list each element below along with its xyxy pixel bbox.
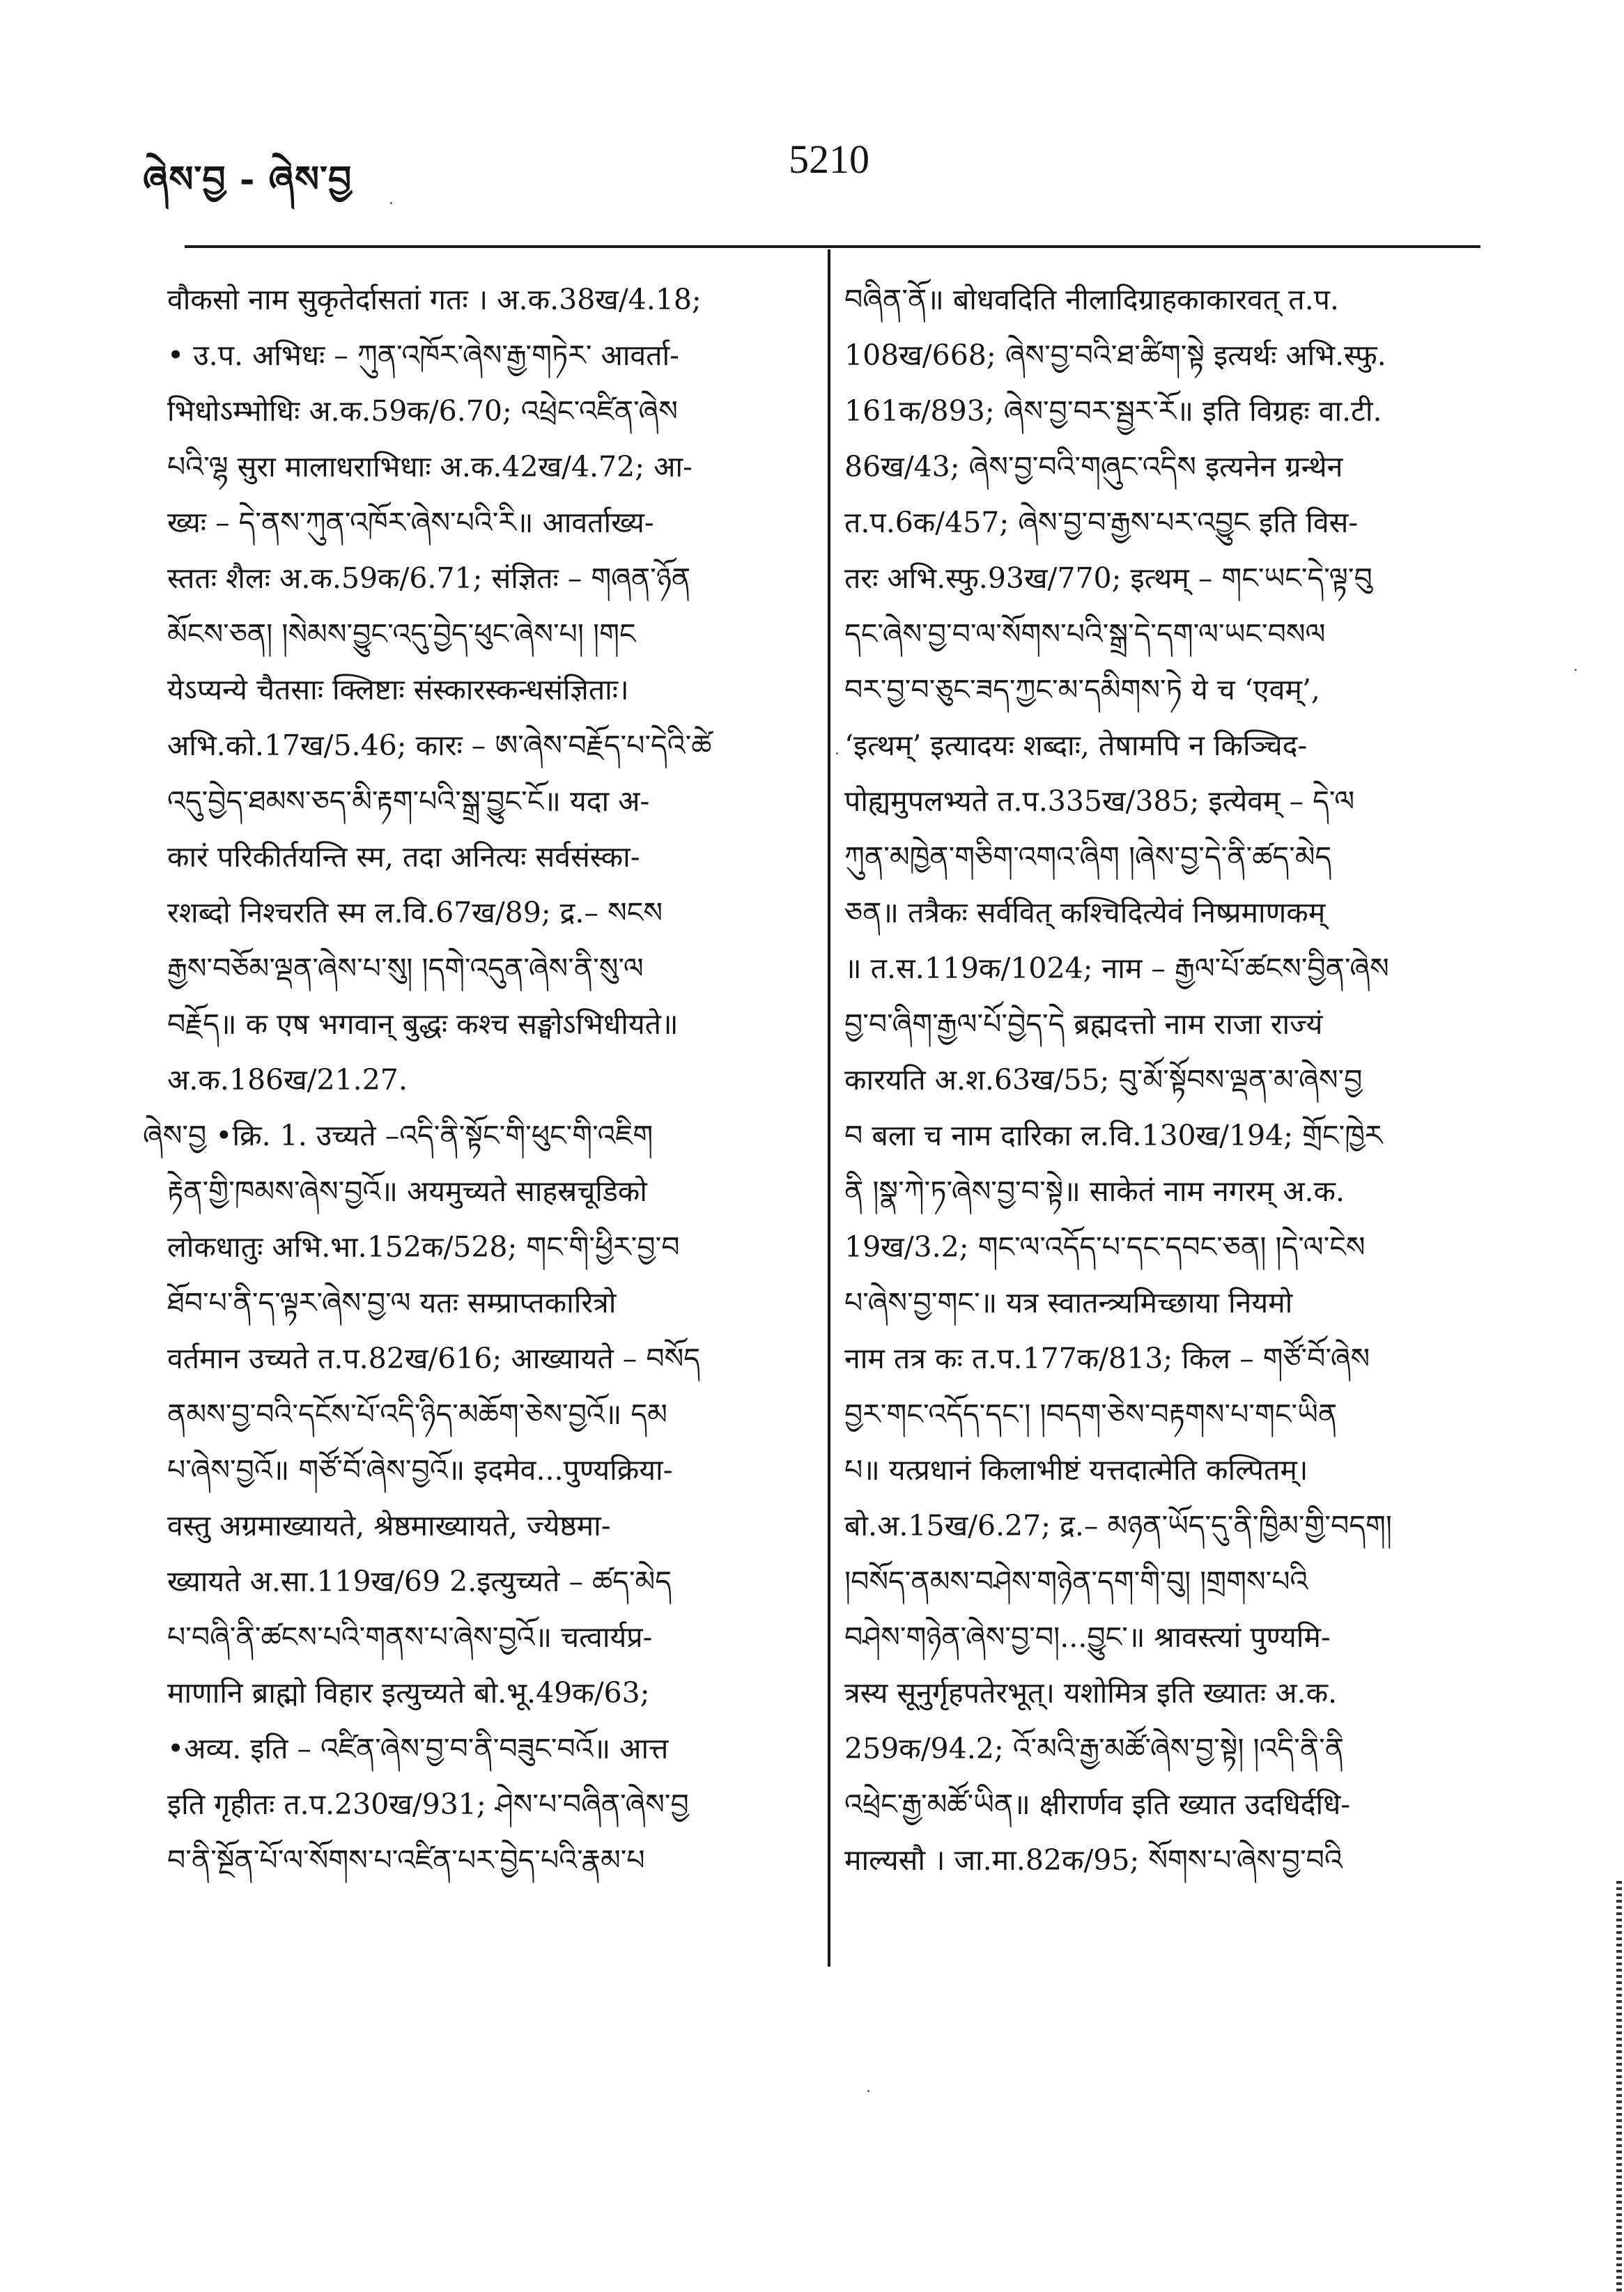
- text-line: त्रस्य सूनुर्गृहपतेरभूत्। यशोमित्र इति ख्यातः अ.क.: [844, 1676, 1338, 1710]
- scan-speck: [867, 2090, 869, 2092]
- text-line: वर्तमान उच्यते त.प.82ख/616; आख्यायते – བསོད: [167, 1342, 701, 1375]
- text-line: येऽप्यन्ये चैतसाः क्लिष्टाः संस्कारस्कन्धसंज्ञिताः।: [167, 673, 629, 706]
- entry-headword-line: ཞེས་བྱ •क्रि. 1. उच्यते –འདི་ནི་སྟོང་གི་ཕུང་གི་འཇིག: [143, 1119, 654, 1152]
- text-line: ཀུན་མཁྱེན་གཅིག་འགའ་ཞིག །ཞེས་བྱ་དེ་ནི་ཚད་མེད: [844, 840, 1332, 874]
- text-line: अ.क.186ख/21.27.: [167, 1063, 408, 1097]
- text-line: लोकधातुः अभि.भा.152क/528; གང་གི་ཕྱིར་བྱ་བ: [167, 1230, 680, 1264]
- running-head: ཞེས་བྱ - ཞེས་བྱ: [143, 158, 353, 201]
- text-line: ‘इत्थम्’ इत्यादयः शब्दाः, तेषामपि न किञ्चिद-: [844, 729, 1308, 762]
- text-line: स्ततः शैलः अ.क.59क/6.71; संज्ञितः – གཞན་ཉོན: [167, 562, 691, 595]
- text-line: 259क/94.2; འོ་མའི་རྒྱ་མཚོ་ཞེས་བྱ་སྟེ། །འདི་ནི་ནི: [844, 1732, 1345, 1765]
- text-line: पोह्यमुपलभ्यते त.प.335ख/385; इत्येवम् – དེ་ལ: [844, 784, 1355, 818]
- text-line: •अव्य. इति – འཛིན་ཞེས་བྱ་བ་ནི་བཟུང་བའོ॥ आत्त: [167, 1732, 669, 1765]
- text-line: भिधोऽम्भोधिः अ.क.59क/6.70; འཕྲེང་འཛིན་ཞེས: [167, 394, 678, 428]
- scan-speck: [390, 202, 392, 204]
- text-line: བཞིན་ནོ॥ बोधवदिति नीलादिग्राहकाकारवत् त.प.: [844, 283, 1339, 316]
- text-line: वौकसो नाम सुकृतेर्दासतां गतः । अ.क.38ख/4.18;: [167, 283, 702, 316]
- text-line: तरः अभि.स्फु.93ख/770; इत्थम् – གང་ཡང་དེ་ལྟ་བུ: [844, 562, 1372, 595]
- text-line: ख्यायते अ.सा.119ख/69 2.इत्युच्यते – ཚད་མེད: [167, 1565, 672, 1598]
- text-line: །བསོད་ནམས་བཤེས་གཉེན་དག་གི་བུ། །གྲགས་པའི: [844, 1565, 1308, 1598]
- text-line: कारयति अ.श.63ख/55; བུ་མོ་སྟོབས་ལྡན་མ་ཞེས་བྱ: [844, 1063, 1363, 1097]
- text-line: 86ख/43; ཞེས་བྱ་བའི་གཞུང་འདིས इत्यनेन ग्रन्थेन: [844, 450, 1343, 483]
- text-line: རྟེན་གྱི་ཁམས་ཞེས་བྱའོ॥ अयमुच्यते साहस्रचूडिको: [167, 1175, 647, 1208]
- scan-speck: [1575, 669, 1577, 671]
- scan-edge-noise: [1616, 1881, 1622, 2292]
- text-line: བྱ་བ་ཞིག་རྒྱལ་པོ་བྱེད་དེ ब्रह्मदत्तो नाम राजा राज्यं: [844, 1007, 1323, 1041]
- text-line: བརྗོད॥ क एष भगवान् बुद्धः कश्च सङ्घोऽभिधीयते॥: [167, 1007, 679, 1041]
- header-rule: [185, 245, 1480, 248]
- column-divider: [828, 249, 830, 1967]
- text-line: ཅན॥ तत्रैकः सर्ववित् कश्चिदित्येवं निष्प्रमाणकम्: [844, 896, 1326, 929]
- text-line: • उ.प. अभिधः – ཀུན་འཁོར་ཞེས་རྒྱ་གཏེར་ आवर्ता-: [167, 339, 679, 372]
- text-line: བྱར་གང་འདོད་དང་། །བདག་ཅེས་བརྟགས་པ་གང་ཡིན: [844, 1397, 1338, 1431]
- text-line: ཐོབ་པ་ནི་ད་ལྟར་ཞེས་བྱ་ལ यतः सम्प्राप्तकारित्रो: [167, 1286, 617, 1319]
- text-line: त.प.6क/457; ཞེས་བྱ་བ་རྒྱས་པར་འབྱུང इति विस-: [844, 506, 1359, 539]
- text-line: कारं परिकीर्तयन्ति स्म, तदा अनित्यः सर्वसंस्का-: [167, 840, 640, 874]
- text-line: རྒྱས་བཅོམ་ལྡན་ཞེས་པ་སུ། །དགེ་འདུན་ཞེས་ནི་སུ་ལ: [167, 952, 644, 985]
- text-line: 161क/893; ཞེས་བྱ་བར་སྦྱར་རོ॥ इति विग्रहः वा.टी.: [844, 394, 1382, 428]
- text-line: ནམས་བྱ་བའི་དངོས་པོ་འདི་ཉིད་མཆོག་ཅེས་བྱའོ॥ དམ: [167, 1397, 667, 1431]
- text-line: बो.अ.15ख/6.27; द्र.– མཉན་ཡོད་དུ་ནི་ཁྱིམ་གྱི་བདག།: [844, 1509, 1393, 1542]
- text-line: 108ख/668; ཞེས་བྱ་བའི་ཐ་ཚིག་སྟེ इत्यर्थः अभि.स्फु.: [844, 339, 1386, 372]
- text-line: པའི་ལྷ सुरा मालाधराभिधाः अ.क.42ख/4.72; आ-: [167, 450, 693, 483]
- text-line: ख्यः – དེ་ནས་ཀུན་འཁོར་ཞེས་པའི་རི॥ आवर्ताख्य-: [167, 506, 654, 539]
- text-line: वस्तु अग्रमाख्यायते, श्रेष्ठमाख्यायते, ज्येष्ठमा-: [167, 1509, 611, 1542]
- left-column: [143, 272, 815, 1888]
- text-line: བ बला च नाम दारिका ल.वि.130ख/194; གྲོང་ཁྱེར: [844, 1119, 1383, 1152]
- text-line: པ་བཞི་ནི་ཚངས་པའི་གནས་པ་ཞེས་བྱའོ॥ चत्वार्यप्र-: [167, 1620, 653, 1654]
- text-line: པ་ཞེས་བྱ་གང་॥ यत्र स्वातन्त्र्यमिच्छाया नियमो: [844, 1286, 1293, 1319]
- text-line: नाम तत्र कः त.प.177क/813; किल – གཙོ་བོ་ཞེས: [844, 1342, 1370, 1375]
- text-line: माल्यसौ । जा.मा.82क/95; སོགས་པ་ཞེས་བྱ་བའི: [844, 1843, 1343, 1877]
- text-line: བ་ནི་སྔོན་པོ་ལ་སོགས་པ་འཛིན་པར་བྱེད་པའི་རྣམ་པ: [167, 1843, 645, 1877]
- text-line: བར་བྱ་བ་ཅུང་ཟད་ཀྱང་མ་དམིགས་ཏེ ये च ‘एवम्’,: [844, 673, 1320, 706]
- text-line: མོངས་ཅན། །སེམས་བྱུང་འདུ་བྱེད་ཕུང་ཞེས་པ། །གང: [167, 617, 636, 651]
- right-column: [844, 272, 1482, 1888]
- text-line: अभि.को.17ख/5.46; कारः – ཨ་ཞེས་བརྗོད་པ་དེའི་ཚེ: [167, 729, 712, 762]
- text-line: ॥ त.स.119क/1024; नाम – རྒྱལ་པོ་ཚངས་བྱིན་ཞེས: [844, 952, 1389, 985]
- text-line: ནི །སྣ་ཀེ་ཏ་ཞེས་བྱ་བ་སྟེ॥ साकेतं नाम नगरम् अ.क.: [844, 1175, 1345, 1208]
- text-line: འདུ་བྱེད་ཐམས་ཅད་མི་རྟག་པའི་སྒྲ་བྱུང་ངོ॥ यदा अ-: [167, 784, 650, 818]
- page-number: 5210: [789, 137, 869, 182]
- text-line: པ॥ यत्प्रधानं किलाभीष्टं यत्तदात्मेति कल्पितम्।: [844, 1453, 1308, 1487]
- scan-speck: [836, 752, 838, 754]
- text-line: བཤེས་གཉེན་ཞེས་བྱ་བ།...བྱུང་॥ श्रावस्त्यां पुण्यमि-: [844, 1620, 1331, 1654]
- text-line: इति गृहीतः त.प.230ख/931; ཤེས་པ་བཞིན་ཞེས་བྱ: [167, 1788, 689, 1821]
- text-line: པ་ཞེས་བྱའོ॥ གཙོ་བོ་ཞེས་བྱའོ॥ इदमेव...पुण्यक्रिया-: [167, 1453, 673, 1487]
- text-line: འཕྲེང་རྒྱ་མཚོ་ཡིན॥ क्षीरार्णव इति ख्यात उदधिर्दधि-: [844, 1788, 1351, 1821]
- text-line: དང་ཞེས་བྱ་བ་ལ་སོགས་པའི་སྒྲ་དེ་དག་ལ་ཡང་བསལ: [844, 617, 1326, 651]
- text-line: रशब्दो निश्चरति स्म ल.वि.67ख/89; द्र.– སངས: [167, 896, 663, 929]
- text-line: 19ख/3.2; གང་ལ་འདོད་པ་དང་དབང་ཅན། །དེ་ལ་ངེས: [844, 1230, 1366, 1264]
- text-line: माणानि ब्राह्मो विहार इत्युच्यते बो.भू.49क/63;: [167, 1676, 650, 1710]
